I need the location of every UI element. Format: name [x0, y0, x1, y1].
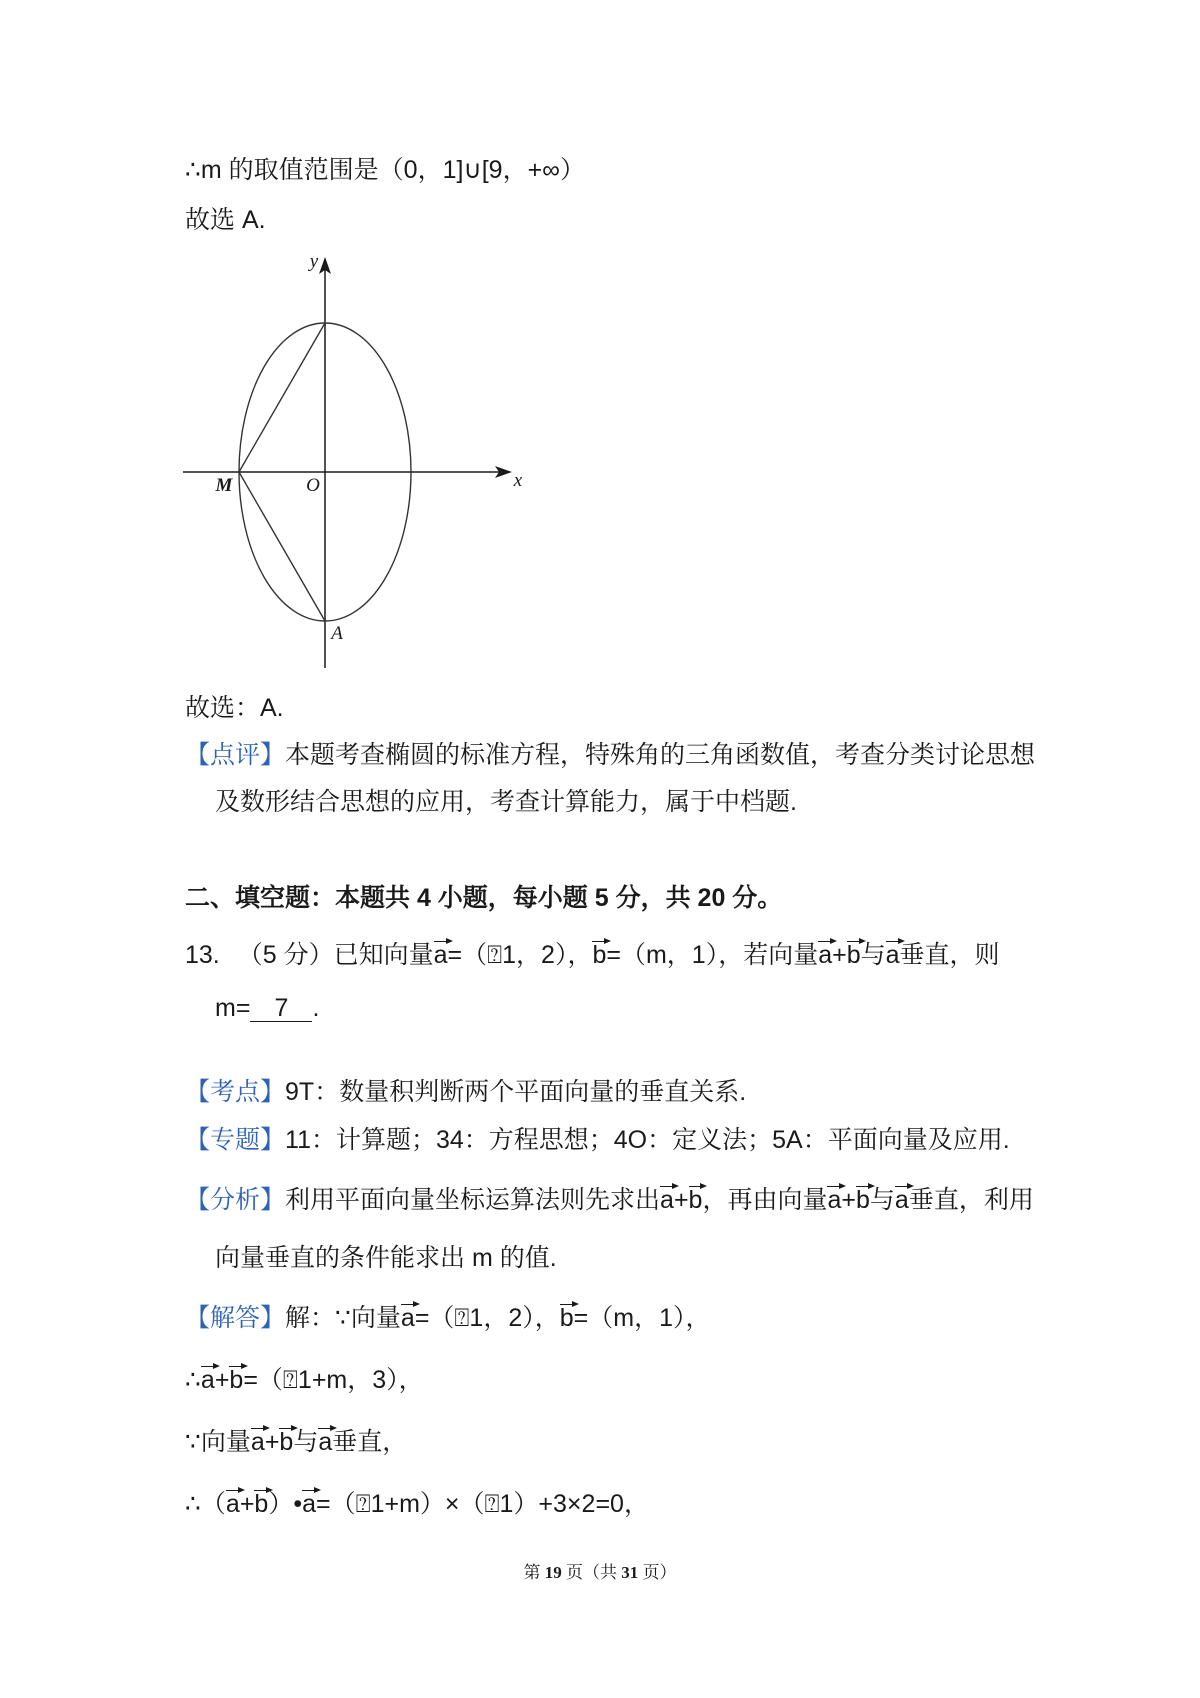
answer-suffix: .: [312, 994, 320, 1022]
analysis-line-2: 向量垂直的条件能求出 m 的值.: [215, 1244, 557, 1272]
vector-a: a: [318, 1428, 333, 1456]
answer-blank: 7: [250, 995, 312, 1022]
knowledge-point-text: 9T：数量积判断两个平面向量的垂直关系.: [285, 1078, 747, 1106]
vector-a: a: [433, 941, 448, 969]
vector-a: a: [250, 1428, 265, 1456]
text-segment: 与: [293, 1428, 319, 1456]
text-segment: 垂直，则: [899, 941, 1000, 969]
text-segment: =（⍰1+m）×（⍰1）+3×2=0，: [316, 1490, 649, 1518]
vector-a: a: [894, 1186, 909, 1214]
solution-line-3: [185, 1427, 407, 1457]
text-segment: =（⍰1+m，3），: [243, 1366, 424, 1394]
plus-sign: +: [841, 1186, 856, 1214]
footer-suffix: 页）: [638, 1563, 677, 1582]
question-number: 13.: [185, 941, 220, 969]
text-segment: 垂直，: [332, 1428, 408, 1456]
text-segment: =（⍰1，2），: [447, 941, 593, 969]
origin-label: O: [306, 475, 320, 496]
final-choice-line: 故选：A.: [185, 694, 284, 722]
footer-prefix: 第: [523, 1563, 545, 1582]
text-segment: ∵向量: [185, 1428, 251, 1456]
point-a-label: A: [331, 623, 343, 644]
text-segment: ）•: [268, 1490, 303, 1518]
text-segment: =（m，1），: [573, 1304, 711, 1332]
vector-b: b: [559, 1304, 574, 1332]
text-segment: =（m，1），若向量: [606, 941, 819, 969]
text-segment: 与: [860, 941, 886, 969]
knowledge-point-tag: 【考点】: [185, 1078, 286, 1106]
question-13-stem: [185, 940, 1000, 970]
vector-b: b: [254, 1490, 269, 1518]
vector-a: a: [885, 941, 900, 969]
question-13-answer: [215, 993, 319, 1023]
text-segment: ∴（: [185, 1490, 226, 1518]
topic-tag: 【专题】: [185, 1126, 286, 1154]
solution-line-4: [185, 1489, 649, 1519]
vector-a: a: [400, 1304, 415, 1332]
comment-tag: 【点评】: [185, 741, 286, 769]
text-segment: 与: [869, 1186, 895, 1214]
conclusion-line: 故选 A.: [185, 206, 266, 234]
footer-middle: 页（共: [561, 1563, 622, 1582]
comment-text: 本题考查椭圆的标准方程，特殊角的三角函数值，考查分类讨论思想: [285, 741, 1036, 769]
vector-a: a: [818, 941, 833, 969]
page-footer: [0, 1563, 1200, 1583]
vector-b: b: [592, 941, 607, 969]
solution-tag: 【解答】: [185, 1304, 286, 1332]
vector-a: a: [225, 1490, 240, 1518]
vector-a: a: [660, 1186, 674, 1214]
plus-sign: +: [264, 1428, 280, 1456]
text-segment: =（⍰1，2），: [414, 1304, 560, 1332]
comment-line-2: 及数形结合思想的应用，考查计算能力，属于中档题.: [215, 788, 797, 816]
text-segment: 解：∵向量: [285, 1304, 401, 1332]
vector-a: a: [302, 1490, 316, 1518]
plus-sign: +: [239, 1490, 255, 1518]
text-segment: （5 分）已知向量: [237, 941, 434, 969]
section-heading: 二、填空题：本题共 4 小题，每小题 5 分，共 20 分。: [185, 884, 783, 912]
y-axis-label: y: [309, 251, 319, 272]
range-result-line: ∴m 的取值范围是（0，1]∪[9，+∞）: [185, 156, 586, 184]
answer-prefix: m=: [215, 994, 251, 1022]
ellipse-diagram: [170, 245, 540, 675]
plus-sign: +: [214, 1366, 230, 1394]
vector-a: a: [827, 1186, 842, 1214]
solution-line-2: [185, 1365, 424, 1395]
vector-b: b: [855, 1186, 870, 1214]
current-page-number: 19: [544, 1563, 562, 1582]
vector-b: b: [229, 1366, 244, 1394]
vector-b: b: [688, 1186, 703, 1214]
text-segment: 利用平面向量坐标运算法则先求出: [285, 1186, 661, 1214]
solution-line-1: [185, 1303, 711, 1333]
analysis-tag: 【分析】: [185, 1186, 286, 1214]
topic-text: 11：计算题；34：方程思想；4O：定义法；5A：平面向量及应用.: [285, 1126, 1010, 1154]
vector-b: b: [279, 1428, 294, 1456]
text-segment: ∴: [185, 1366, 201, 1394]
point-m-label: M: [215, 475, 233, 496]
text-segment: 垂直，利用: [908, 1186, 1034, 1214]
plus-sign: +: [832, 941, 847, 969]
segment-m-to-top: [239, 323, 325, 472]
x-axis-label: x: [513, 470, 523, 491]
analysis-line-1: [185, 1185, 1034, 1215]
total-pages-number: 31: [621, 1563, 639, 1582]
knowledge-point-line: [185, 1077, 746, 1107]
plus-sign: +: [673, 1186, 689, 1214]
vector-b: b: [846, 941, 861, 969]
comment-line-1: [185, 740, 1035, 770]
vector-a: a: [200, 1366, 215, 1394]
text-segment: ，再由向量: [702, 1186, 828, 1214]
topic-line: [185, 1125, 1010, 1155]
